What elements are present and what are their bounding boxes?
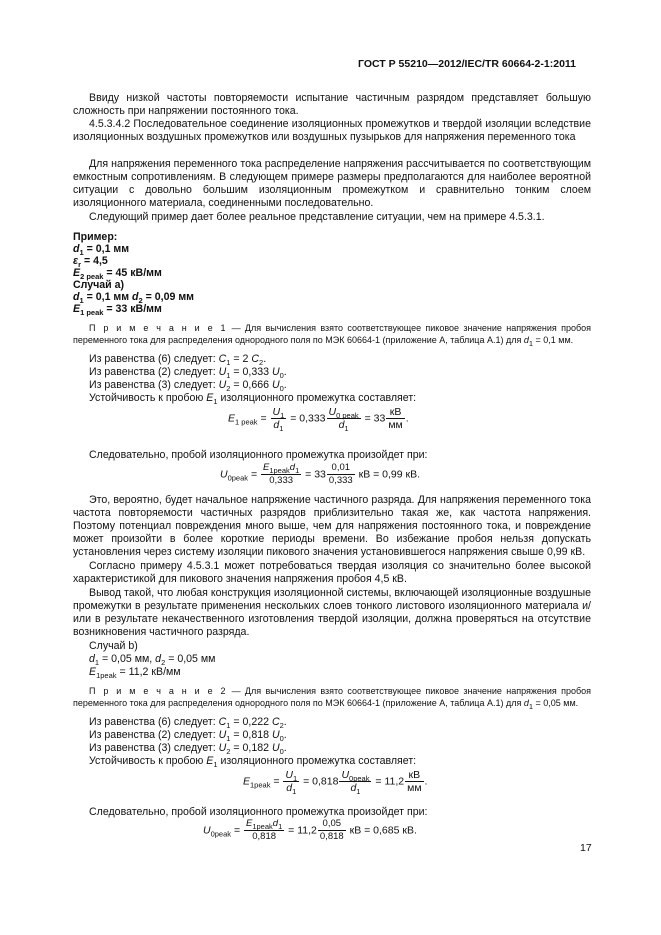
example-eps: $\varepsilon_r = 4,5$: [73, 255, 108, 269]
case-a-line-5: Следовательно, пробой изоляционного промежутка произойдет при:: [89, 449, 428, 461]
case-b-line-3: Из равенства (3) следует: $U_2 = 0,182$ $U_0$.: [89, 742, 287, 756]
case-b-d1-d2: $d_1 = 0,05$ мм, $d_2 = 0,05$ мм: [89, 653, 216, 667]
paragraph: Ввиду низкой частоты повторяемости испытание частичным разрядом представляет большую сложность при напряжении постоянного тока.: [73, 92, 591, 117]
case-b-line-2: Из равенства (2) следует: $U_1 = 0,818$ $U_0$.: [89, 729, 287, 743]
case-a-line-4: Устойчивость к пробою $E_1$ изоляционного промежутка составляет:: [89, 392, 417, 406]
case-b-e1: $E_{1peak} = 11,2$ кВ/мм: [89, 666, 181, 680]
case-a-line-1: Из равенства (6) следует: $C_1 = 2$ $C_2$.: [89, 353, 267, 367]
case-b-title: Случай b): [89, 640, 138, 652]
example-e1: $E_{1 peak} = 33$ кВ/мм: [73, 303, 162, 317]
example-case-a: Случай а): [73, 279, 125, 291]
case-b-line-5: Следовательно, пробой изоляционного промежутка произойдет при:: [89, 806, 428, 818]
document-header: ГОСТ Р 55210—2012/IEC/TR 60664-2-1:2011: [358, 58, 577, 70]
example-d1-d2: $d_1 = 0,1$ мм $d_2 = 0,09$ мм: [73, 291, 195, 305]
case-a-line-3: Из равенства (3) следует: $U_2 = 0,666$ $U_0$.: [89, 379, 287, 393]
equation-b1: $E_{1peak}$ = $\frac{U_1}{d_1}$ = 0,818 $\frac{U_{0peak}}{d_1}$ = 11,2 $\frac{кВ}{мм}$ .: [243, 769, 428, 796]
example-title: Пример:: [73, 231, 118, 243]
case-b-line-1: Из равенства (6) следует: $C_1 = 0,222$ $C_2$.: [89, 716, 287, 730]
case-a-line-2: Из равенства (2) следует: $U_1 = 0,333$ $U_0$.: [89, 366, 287, 380]
equation-a1: $E_{1 peak}$ = $\frac{U_1}{d_1}$ = 0,333 $\frac{U_{0 peak}}{d_1}$ = 33 $\frac{кВ}{мм}$ .: [228, 406, 409, 433]
case-b-line-4: Устойчивость к пробою $E_1$ изоляционного промежутка составляет:: [89, 755, 417, 769]
example-e2: $E_{2 peak} = 45$ кВ/мм: [73, 267, 162, 281]
paragraph: Вывод такой, что любая конструкция изоляционной системы, включающей изоляционные воздушные промежутки в результате применения нескольких слоев тонкого листового изоляционного материала и/или в результате некачественного изготовления твердой изоляции, должна проверяться на отсутствие возникновения частичного разряда.: [73, 587, 591, 638]
note-1: П р и м е ч а н и е 1 — Для вычисления взято соответствующее пиковое значение напряжения пробоя переменного тока для распределения однородного поля по МЭК 60664-1 (приложение А, таблица А.1) для $d_1 = 0,1$ мм.: [73, 323, 591, 348]
paragraph: Согласно примеру 4.5.3.1 может потребоваться твердая изоляция со значительно более высокой характеристикой для пикового значения напряжения пробоя 4,5 кВ.: [73, 560, 591, 585]
paragraph: Для напряжения переменного тока распределение напряжения рассчитывается по соответствующим емкостным сопротивлениям. В следующем примере размеры предполагаются для наиболее вероятной ситуации с довольно большим изоляционным промежутком и сравнительно тонким слоем изоляционного материала, соединенными последовательно.: [73, 158, 591, 209]
section-heading: 4.5.3.4.2 Последовательное соединение изоляционных промежутков и твердой изоляции вследствие изоляционных воздушных промежутков или воздушных пузырьков для напряжения переменного тока: [73, 118, 591, 143]
page-number: 17: [580, 842, 592, 854]
paragraph: Это, вероятно, будет начальное напряжение частичного разряда. Для напряжения переменного тока частота повторяемости частичных разрядов приблизительно такая же, как частота напряжения. Поэтому потенциал повреждения много выше, чем для напряжения постоянного тока, и повреждение может произойти в более короткие периоды времени. Во избежание пробоя нельзя допускать установления через систему изоляции пикового значения установившегося напряжения свыше 0,99 кВ.: [73, 494, 591, 558]
example-d1: $d_1 = 0,1$ мм: [73, 243, 130, 257]
note-2: П р и м е ч а н и е 2 — Для вычисления взято соответствующее пиковое значение напряжения пробоя переменного тока для распределения однородного поля по МЭК 60664-1 (приложение А, таблица А.1) для $d_1 = 0,05$ мм.: [73, 686, 591, 711]
paragraph: Следующий пример дает более реальное представление ситуации, чем на примере 4.5.3.1.: [89, 211, 545, 223]
equation-b2: $U_{0peak}$ = $\frac{E_{1peak}d_1}{0,818}$ = 11,2 $\frac{0,05}{0,818}$ кВ = 0,685 кВ.: [203, 818, 417, 842]
equation-a2: $U_{0peak}$ = $\frac{E_{1peak}d_1}{0,333}$ = 33 $\frac{0,01}{0,333}$ кВ = 0,99 кВ.: [220, 462, 421, 486]
